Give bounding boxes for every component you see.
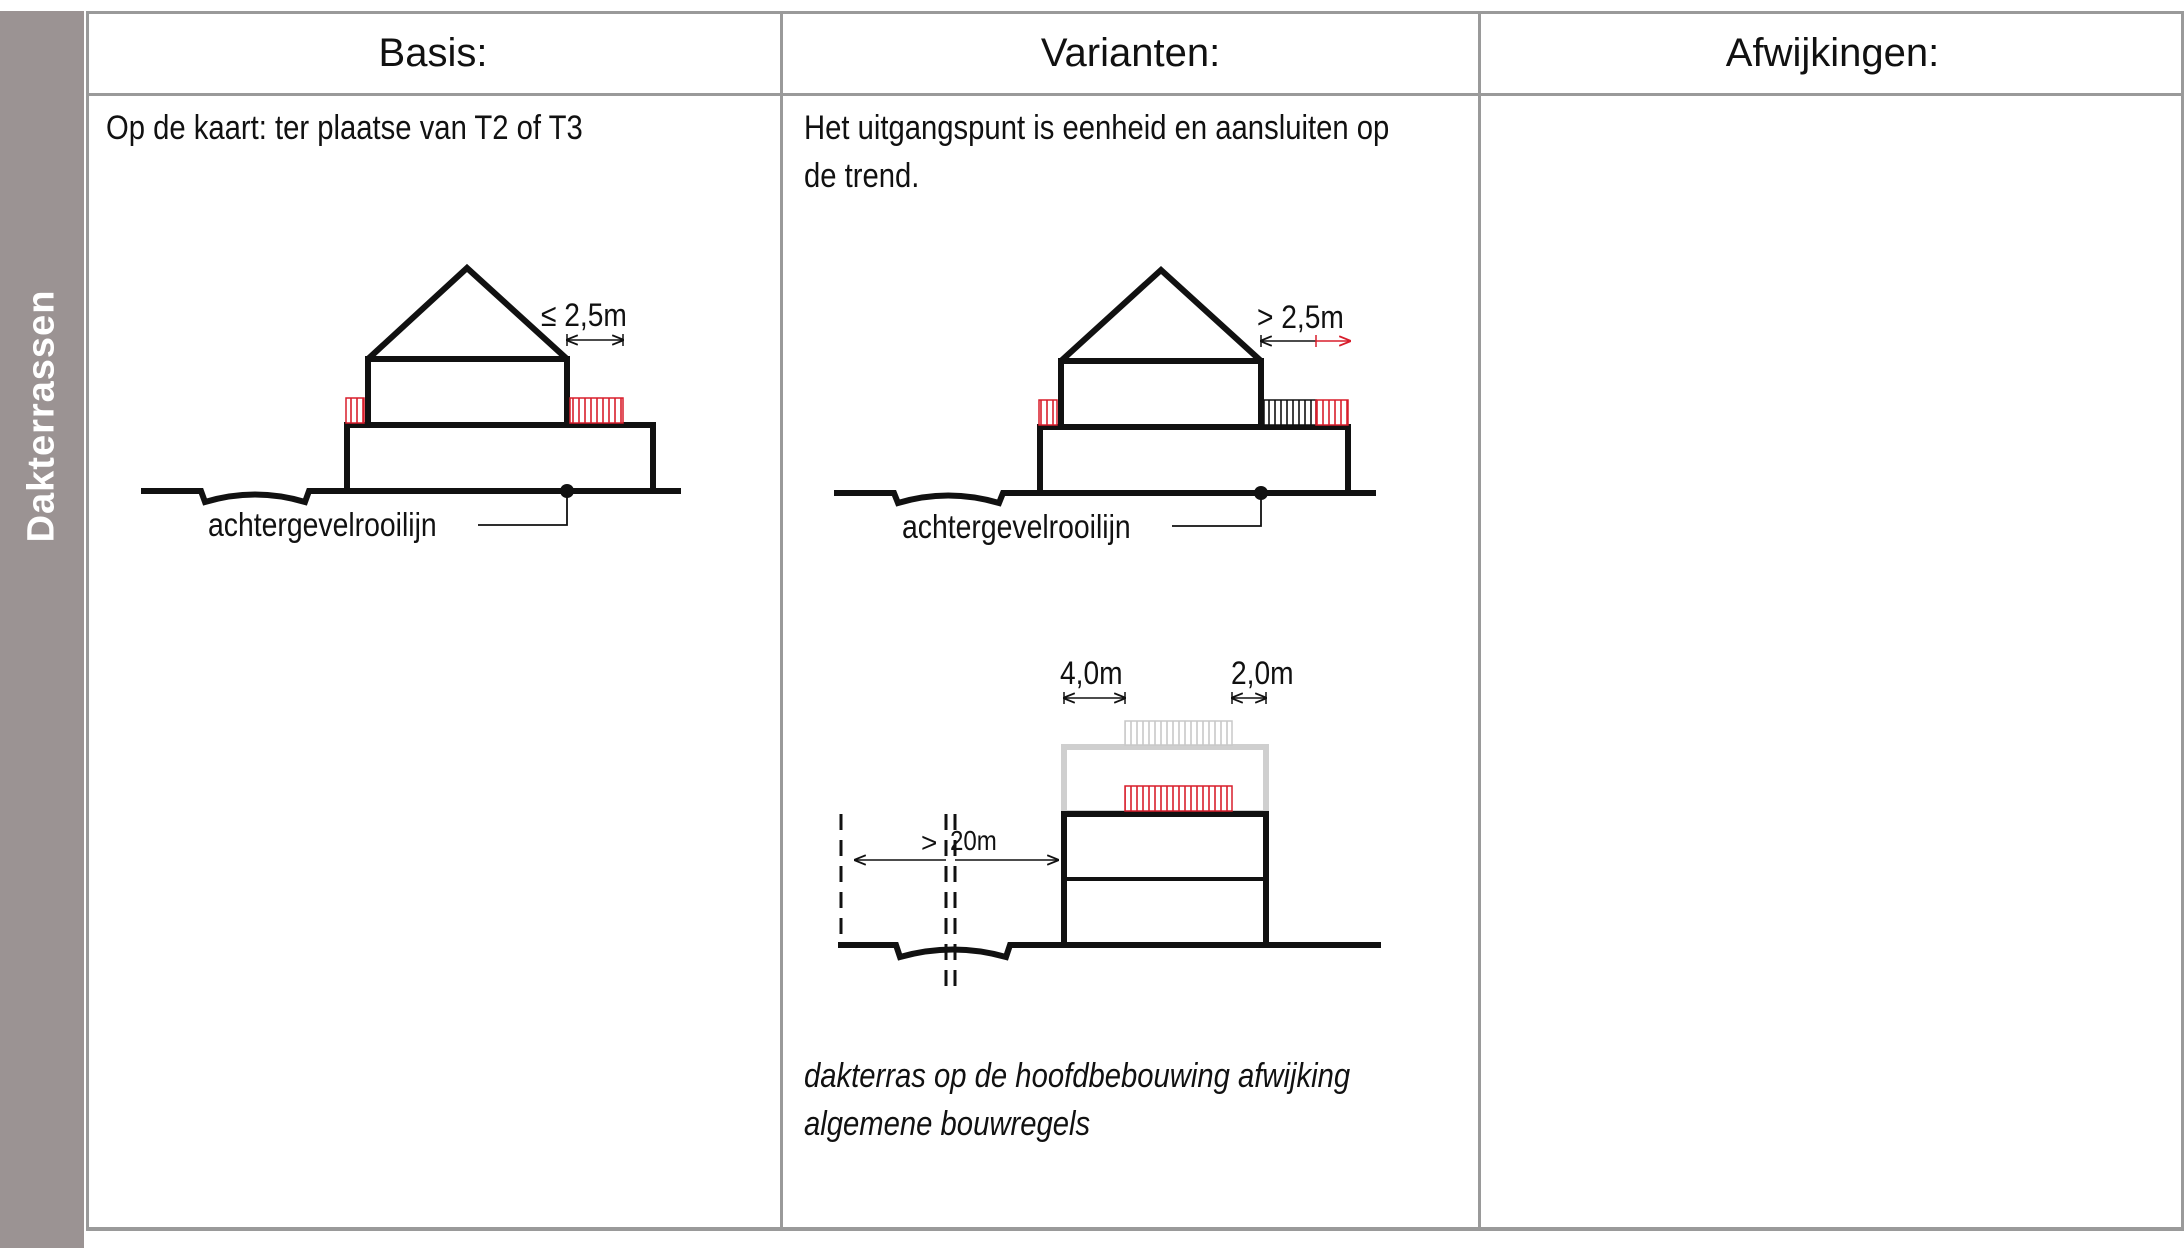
header-afwijkingen: Afwijkingen:: [1725, 31, 1940, 75]
varianten-text-line1: Het uitgangspunt is eenheid en aansluiten op: [804, 109, 1390, 147]
header-basis: Basis:: [378, 31, 488, 75]
basis-text: Op de kaart: ter plaatse van T2 of T3: [106, 109, 583, 147]
terrace-railing-red: [1125, 786, 1232, 811]
distance-gt-symbol: >: [921, 827, 938, 858]
distance-label: 20m: [950, 824, 997, 857]
varianten-caption-line1: dakterras op de hoofdbebouwing afwijking: [804, 1057, 1351, 1095]
ghost-terrace-railing: [1125, 721, 1232, 745]
varianten-text-line2: de trend.: [804, 157, 920, 195]
sidebar-title: Dakterrassen: [20, 289, 63, 543]
dimension-label: > 2,5m: [1257, 300, 1344, 336]
header-varianten: Varianten:: [1040, 31, 1221, 75]
dimension-label-right: 2,0m: [1231, 656, 1294, 692]
rooilijn-label: achtergevelrooilijn: [207, 505, 437, 544]
dimension-label: ≤ 2,5m: [541, 298, 627, 334]
rooilijn-label: achtergevelrooilijn: [901, 507, 1131, 546]
varianten-caption-line2: algemene bouwregels: [804, 1105, 1091, 1143]
dimension-label-left: 4,0m: [1060, 656, 1123, 692]
